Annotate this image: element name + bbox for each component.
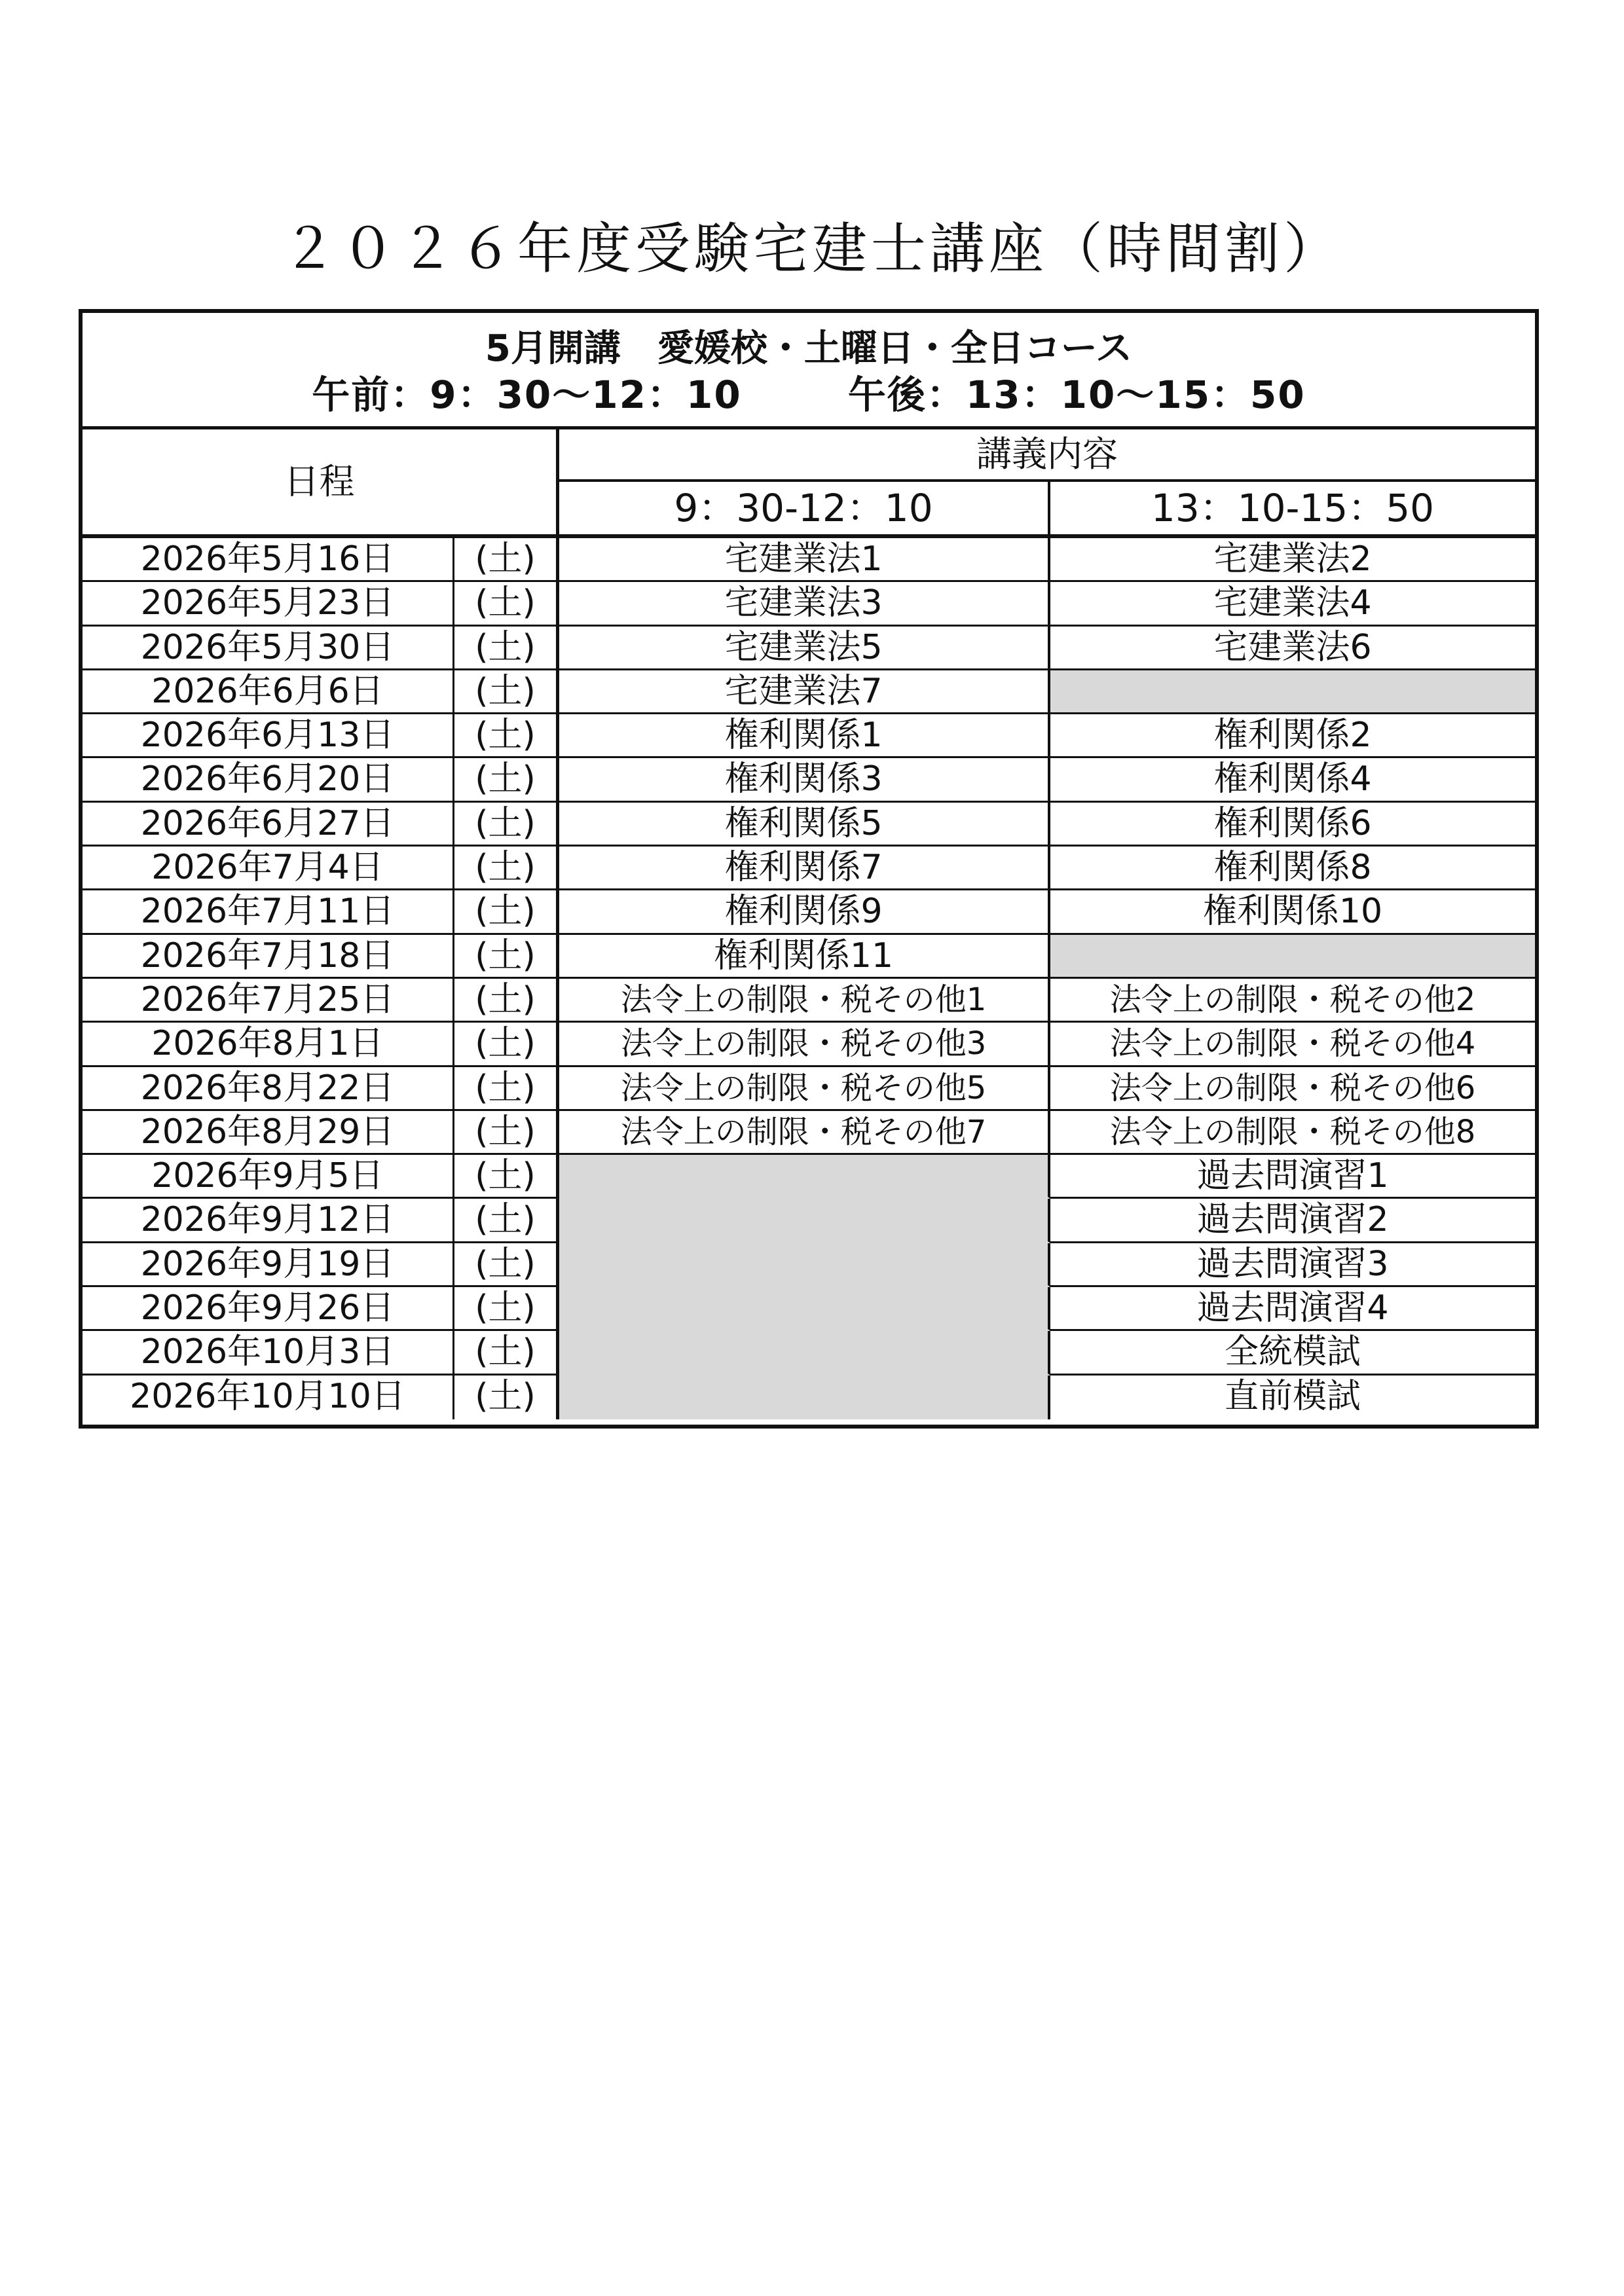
day-cell: (土) (454, 890, 559, 934)
date-cell: 2026年5月16日 (83, 538, 454, 582)
pm-lecture-cell: 法令上の制限・税その他2 (1050, 979, 1535, 1023)
pm-lecture-cell: 権利関係6 (1050, 803, 1535, 847)
date-column-header: 日程 (83, 429, 559, 534)
day-cell: (土) (454, 1331, 559, 1375)
pm-lecture-cell: 権利関係8 (1050, 847, 1535, 890)
day-cell: (土) (454, 627, 559, 670)
am-lecture-cell: 法令上の制限・税その他3 (559, 1023, 1050, 1066)
table-row (83, 847, 1535, 890)
date-cell: 2026年6月27日 (83, 803, 454, 847)
pm-lecture-cell: 権利関係10 (1050, 890, 1535, 934)
day-cell: (土) (454, 1023, 559, 1066)
day-cell: (土) (454, 979, 559, 1023)
pm-column-header: 13：10-15：50 (1151, 486, 1435, 530)
table-row (83, 1111, 1535, 1155)
pm-lecture-cell: 権利関係2 (1050, 714, 1535, 758)
am-time: 午前：9：30～12：10 (312, 373, 742, 417)
pm-lecture-cell: 宅建業法4 (1050, 582, 1535, 626)
date-cell: 2026年7月4日 (83, 847, 454, 890)
day-cell: (土) (454, 1243, 559, 1287)
pm-lecture-cell: 権利関係4 (1050, 758, 1535, 802)
am-lecture-cell: 宅建業法3 (559, 582, 1050, 626)
day-cell: (土) (454, 1287, 559, 1331)
pm-lecture-cell: 全統模試 (1050, 1331, 1535, 1375)
day-cell: (土) (454, 538, 559, 582)
day-cell: (土) (454, 1155, 559, 1199)
table-row (83, 1376, 1535, 1419)
day-cell: (土) (454, 803, 559, 847)
table-row (83, 1331, 1535, 1375)
pm-lecture-cell: 直前模試 (1224, 1376, 1361, 1416)
table-row (83, 1199, 1535, 1243)
pm-lecture-cell: 過去問演習1 (1050, 1155, 1535, 1199)
date-cell: 2026年5月23日 (83, 582, 454, 626)
pm-lecture-cell (1050, 935, 1535, 979)
date-cell: 2026年9月12日 (83, 1199, 454, 1243)
pm-lecture-cell: 法令上の制限・税その他4 (1050, 1023, 1535, 1066)
date-cell: 2026年9月5日 (83, 1155, 454, 1199)
pm-lecture-cell: 宅建業法6 (1050, 627, 1535, 670)
table-row (83, 935, 1535, 979)
date-cell: 2026年6月6日 (83, 670, 454, 714)
table-row (83, 1243, 1535, 1287)
am-lecture-cell: 宅建業法7 (559, 670, 1050, 714)
am-lecture-cell (559, 1376, 1050, 1419)
day-cell: (土) (454, 582, 559, 626)
date-cell: 2026年5月30日 (83, 627, 454, 670)
table-row (83, 979, 1535, 1023)
am-column-header: 9：30-12：10 (559, 482, 1050, 534)
table-row (83, 1023, 1535, 1066)
pm-lecture-cell: 宅建業法2 (1050, 538, 1535, 582)
day-cell: (土) (454, 758, 559, 802)
date-cell: 2026年7月18日 (83, 935, 454, 979)
day-cell: (土) (454, 847, 559, 890)
am-lecture-cell (559, 1243, 1050, 1287)
pm-lecture-cell: 過去問演習4 (1050, 1287, 1535, 1331)
am-lecture-cell: 法令上の制限・税その他7 (559, 1111, 1050, 1155)
pm-lecture-cell: 法令上の制限・税その他8 (1050, 1111, 1535, 1155)
date-cell: 2026年7月11日 (83, 890, 454, 934)
am-lecture-cell (559, 1331, 1050, 1375)
course-name: 5月開講 愛媛校・土曜日・全日コース (485, 327, 1133, 370)
table-row (83, 538, 1535, 582)
date-cell: 2026年8月1日 (83, 1023, 454, 1066)
table-row (83, 670, 1535, 714)
date-cell: 2026年6月13日 (83, 714, 454, 758)
am-lecture-cell (559, 1287, 1050, 1331)
day-cell: (土) (454, 1376, 559, 1419)
day-cell: (土) (454, 1199, 559, 1243)
date-cell: 2026年9月19日 (83, 1243, 454, 1287)
am-lecture-cell: 権利関係5 (559, 803, 1050, 847)
table-row (83, 627, 1535, 670)
date-cell: 2026年7月25日 (83, 979, 454, 1023)
column-header (83, 429, 1535, 538)
pm-lecture-cell: 過去問演習2 (1050, 1199, 1535, 1243)
am-lecture-cell: 法令上の制限・税その他5 (559, 1067, 1050, 1111)
pm-lecture-cell (1050, 670, 1535, 714)
table-row (83, 803, 1535, 847)
day-cell: (土) (454, 935, 559, 979)
date-cell: 2026年6月20日 (83, 758, 454, 802)
content-column-header: 講義内容 (559, 429, 1535, 482)
day-cell: (土) (454, 670, 559, 714)
am-lecture-cell: 権利関係3 (559, 758, 1050, 802)
page-title: ２０２６年度受験宅建士講座（時間割） (281, 217, 1342, 281)
table-row (83, 714, 1535, 758)
am-lecture-cell: 宅建業法5 (559, 627, 1050, 670)
pm-lecture-cell: 法令上の制限・税その他6 (1050, 1067, 1535, 1111)
date-cell: 2026年10月3日 (83, 1331, 454, 1375)
am-lecture-cell (559, 1199, 1050, 1243)
day-cell: (土) (454, 714, 559, 758)
schedule-table (79, 309, 1539, 1429)
pm-lecture-cell: 過去問演習3 (1050, 1243, 1535, 1287)
pm-time: 午後：13：10～15：50 (847, 373, 1306, 417)
day-cell: (土) (454, 1111, 559, 1155)
date-cell: 2026年9月26日 (83, 1287, 454, 1331)
table-row (83, 1067, 1535, 1111)
am-lecture-cell (559, 1155, 1050, 1199)
table-row (83, 1155, 1535, 1199)
table-row (83, 1287, 1535, 1331)
am-lecture-cell: 権利関係9 (559, 890, 1050, 934)
table-row (83, 582, 1535, 626)
am-lecture-cell: 法令上の制限・税その他1 (559, 979, 1050, 1023)
am-lecture-cell: 権利関係1 (559, 714, 1050, 758)
schedule-rows (83, 538, 1535, 1419)
am-lecture-cell: 権利関係11 (559, 935, 1050, 979)
course-header (83, 313, 1535, 429)
date-cell: 2026年8月29日 (83, 1111, 454, 1155)
am-lecture-cell: 宅建業法1 (559, 538, 1050, 582)
date-cell: 2026年8月22日 (83, 1067, 454, 1111)
day-cell: (土) (454, 1067, 559, 1111)
table-row (83, 890, 1535, 934)
date-cell: 2026年10月10日 (83, 1376, 454, 1419)
am-lecture-cell: 権利関係7 (559, 847, 1050, 890)
time-info (83, 372, 1535, 418)
table-row (83, 758, 1535, 802)
